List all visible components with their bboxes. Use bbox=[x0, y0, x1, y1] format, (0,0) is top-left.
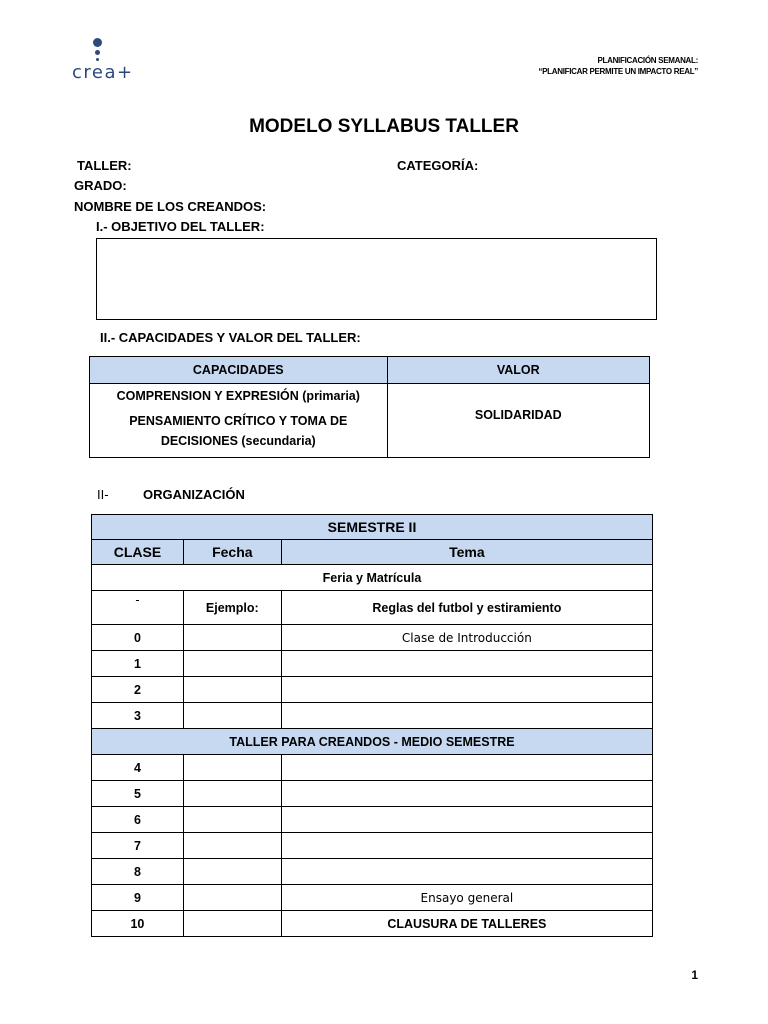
table-row bbox=[92, 755, 653, 781]
valor-column-header: VALOR bbox=[387, 357, 649, 384]
header-right bbox=[538, 55, 698, 77]
organizacion-table bbox=[91, 514, 653, 937]
objetivo-box[interactable] bbox=[96, 238, 657, 320]
clase-cell: 10 bbox=[92, 911, 184, 937]
clase-cell: 2 bbox=[92, 677, 184, 703]
clase-cell: 9 bbox=[92, 885, 184, 911]
table-row bbox=[92, 703, 653, 729]
table-row bbox=[92, 911, 653, 937]
capacidades-column-header: CAPACIDADES bbox=[90, 357, 388, 384]
fecha-cell[interactable] bbox=[183, 625, 281, 651]
organizacion-number: II- bbox=[97, 487, 109, 502]
clase-cell: 7 bbox=[92, 833, 184, 859]
example-fecha: Ejemplo: bbox=[183, 591, 281, 625]
example-clase: - bbox=[92, 591, 184, 625]
logo-dot bbox=[95, 50, 100, 55]
header-line-2: “PLANIFICAR PERMITE UN IMPACTO REAL” bbox=[538, 67, 698, 76]
table-row bbox=[92, 859, 653, 885]
fecha-cell[interactable] bbox=[183, 703, 281, 729]
tema-cell[interactable] bbox=[281, 755, 652, 781]
objetivo-heading: I.- OBJETIVO DEL TALLER: bbox=[96, 219, 265, 234]
fecha-cell[interactable] bbox=[183, 755, 281, 781]
grado-label: GRADO: bbox=[74, 178, 127, 193]
tema-column-header: Tema bbox=[281, 540, 652, 565]
capacidades-heading: II.- CAPACIDADES Y VALOR DEL TALLER: bbox=[100, 330, 361, 345]
capacidades-header-row bbox=[90, 357, 650, 384]
clase-cell: 5 bbox=[92, 781, 184, 807]
fecha-cell[interactable] bbox=[183, 651, 281, 677]
page-title: MODELO SYLLABUS TALLER bbox=[249, 116, 519, 137]
tema-cell[interactable] bbox=[281, 833, 652, 859]
feria-matricula: Feria y Matrícula bbox=[92, 565, 653, 591]
fecha-cell[interactable] bbox=[183, 677, 281, 703]
table-row bbox=[92, 833, 653, 859]
fecha-cell[interactable] bbox=[183, 781, 281, 807]
semester-row bbox=[92, 515, 653, 540]
clase-cell: 1 bbox=[92, 651, 184, 677]
capacidades-table bbox=[89, 356, 650, 458]
semester-title: SEMESTRE II bbox=[92, 515, 653, 540]
categoria-label: CATEGORÍA: bbox=[397, 158, 479, 173]
fecha-column-header: Fecha bbox=[183, 540, 281, 565]
logo-dot bbox=[96, 58, 99, 61]
tema-cell[interactable]: CLAUSURA DE TALLERES bbox=[281, 911, 652, 937]
tema-cell[interactable]: Clase de Introducción bbox=[281, 625, 652, 651]
valor-cell: SOLIDARIDAD bbox=[387, 384, 649, 458]
tema-cell[interactable] bbox=[281, 651, 652, 677]
table-row bbox=[92, 625, 653, 651]
clase-cell: 6 bbox=[92, 807, 184, 833]
clase-cell: 4 bbox=[92, 755, 184, 781]
page-number: 1 bbox=[691, 968, 698, 982]
header-line-1: PLANIFICACIÓN SEMANAL: bbox=[597, 56, 698, 65]
clase-cell: 3 bbox=[92, 703, 184, 729]
table-row bbox=[92, 885, 653, 911]
capacidad-primaria: COMPRENSION Y EXPRESIÓN (primaria) bbox=[116, 389, 360, 403]
mid-semester-title: TALLER PARA CREANDOS - MEDIO SEMESTRE bbox=[92, 729, 653, 755]
table-row bbox=[92, 677, 653, 703]
table-row bbox=[92, 781, 653, 807]
example-row bbox=[92, 591, 653, 625]
table-row bbox=[92, 651, 653, 677]
tema-cell[interactable] bbox=[281, 677, 652, 703]
logo-dot bbox=[93, 38, 102, 47]
example-tema: Reglas del futbol y estiramiento bbox=[281, 591, 652, 625]
table-row bbox=[92, 807, 653, 833]
tema-cell[interactable] bbox=[281, 781, 652, 807]
org-header-row bbox=[92, 540, 653, 565]
capacidades-row bbox=[90, 384, 650, 458]
fecha-cell[interactable] bbox=[183, 833, 281, 859]
tema-cell[interactable] bbox=[281, 807, 652, 833]
nombre-creandos-label: NOMBRE DE LOS CREANDOS: bbox=[74, 199, 267, 214]
tema-cell[interactable] bbox=[281, 703, 652, 729]
mid-semester-row bbox=[92, 729, 653, 755]
fecha-cell[interactable] bbox=[183, 911, 281, 937]
logo-wordmark: crea+ bbox=[72, 62, 134, 83]
creat-logo bbox=[70, 38, 140, 86]
taller-label: TALLER: bbox=[77, 158, 132, 173]
tema-cell[interactable] bbox=[281, 859, 652, 885]
fecha-cell[interactable] bbox=[183, 859, 281, 885]
fecha-cell[interactable] bbox=[183, 885, 281, 911]
feria-row bbox=[92, 565, 653, 591]
clase-column-header: CLASE bbox=[92, 540, 184, 565]
fecha-cell[interactable] bbox=[183, 807, 281, 833]
tema-cell[interactable]: Ensayo general bbox=[281, 885, 652, 911]
clase-cell: 8 bbox=[92, 859, 184, 885]
clase-cell: 0 bbox=[92, 625, 184, 651]
capacidad-secundaria: PENSAMIENTO CRÍTICO Y TOMA DE DECISIONES (secundaria) bbox=[129, 414, 348, 448]
capacidades-cell bbox=[90, 384, 388, 458]
organizacion-heading: ORGANIZACIÓN bbox=[143, 487, 245, 502]
